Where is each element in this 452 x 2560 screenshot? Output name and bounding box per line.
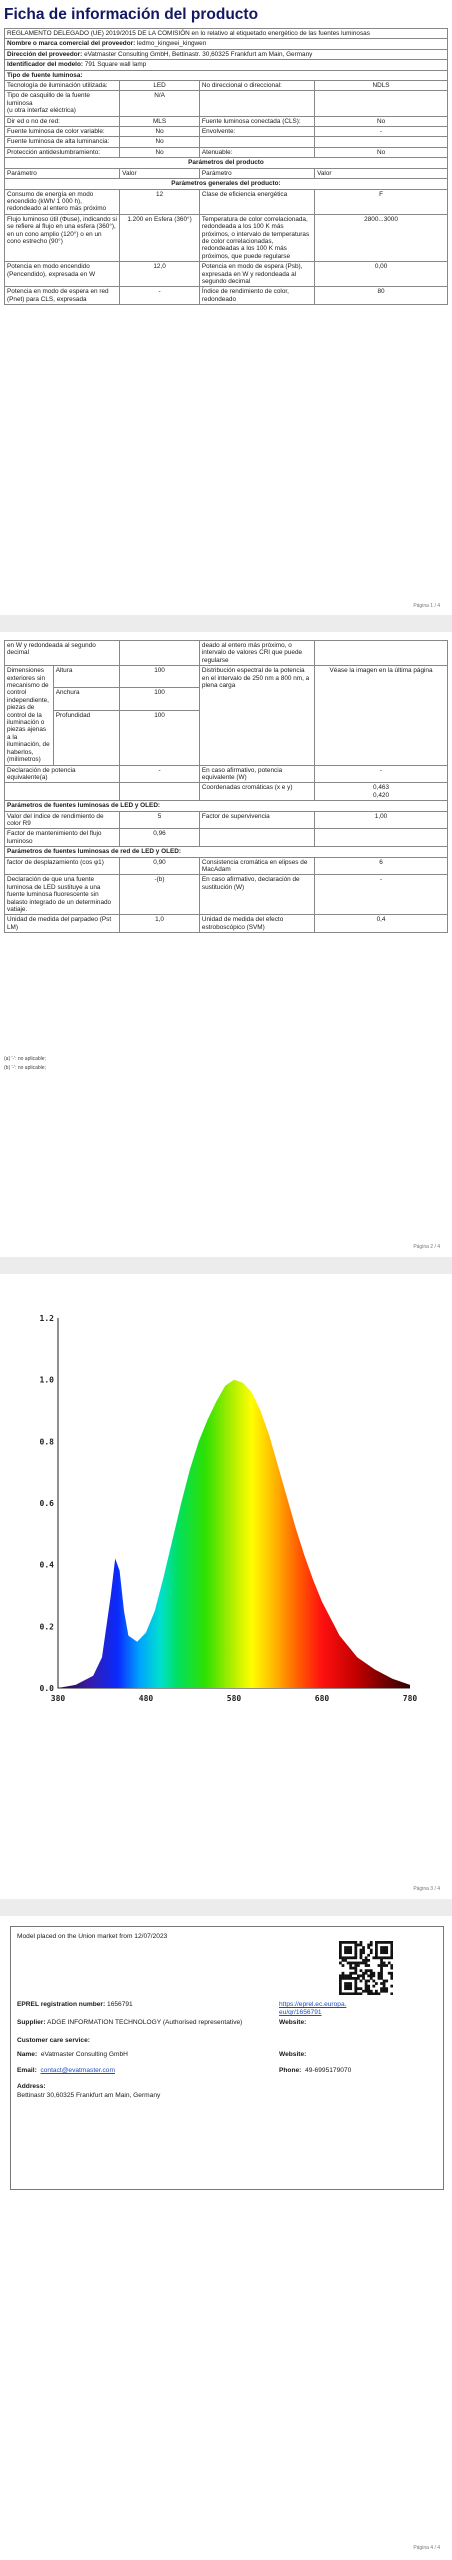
care-website-label: Website: [279,2051,307,2058]
customer-care-label: Customer care service: [17,2037,90,2044]
spectrum-area [58,1380,410,1688]
params-header-row: Parámetro Valor Parámetro Valor [5,168,448,178]
dims-row-1: Dimensiones exteriores sin mecanismo de control independiente, piezas de control de la iluminación o piezas ajenas a la iluminación, de haberlos, (milímetros) Altura 100 Distribución espectral de la potencia en el intervalo de 250 nm a 800 nm, a plena carga Véase la imagen en la última página [5,666,448,688]
y-tick-label: 1.2 [39,1314,54,1323]
eprel-link[interactable]: https://eprel.ec.europa.eu/qr/1656791 [279,2001,347,2016]
supplier-row: Supplier: ADGE INFORMATION TECHNOLOGY (Authorised representative) [17,2019,243,2026]
eprel-reg-row: EPREL registration number: 1656791 [17,2001,133,2008]
page-number: Página 4 / 4 [413,2545,440,2551]
y-tick-label: 0.0 [39,1684,54,1693]
care-email-row: Email: contact@evatmaster.com [17,2067,115,2074]
qr-code [339,1941,393,1998]
address-label: Address: [17,2083,46,2090]
page-1 [0,0,452,615]
type-row: Tecnología de iluminación utilizada: LED No direccional o direccional: NDLS [5,81,448,91]
address-value: Bettinastr 30,60325 Frankfurt am Main, Germany [17,2092,161,2099]
mains-title: Parámetros de fuentes luminosas de red de LED y OLED: [5,847,448,857]
x-tick-label: 380 [50,1694,66,1703]
page-title: Ficha de información del producto [4,6,259,23]
supplier-name-row: Nombre o marca comercial del proveedor: ledmo_kingwei_kingwen [5,39,448,49]
footnote-a: (a) '-': no aplicable; [4,1056,46,1062]
type-header: Tipo de fuente luminosa: [5,70,448,80]
spectral-chart [0,1304,452,1724]
y-tick-label: 0.8 [39,1437,54,1447]
x-tick-label: 680 [314,1694,330,1703]
dims-row-3: Profundidad 100 [5,710,448,765]
dims-row-2: Anchura 100 [5,688,448,710]
care-name-row: Name: eVatmaster Consulting GmbH [17,2051,128,2058]
footnote-b: (b) '-': no aplicable; [4,1065,46,1071]
regulation-text: REGLAMENTO DELEGADO (UE) 2019/2015 DE LA COMISIÓN en lo relativo al etiquetado energético de las fuentes luminosas [5,29,448,39]
dims-label: Dimensiones exteriores sin mecanismo de control independiente, piezas de control de la iluminación o piezas ajenas a la iluminación, de haberlos, (milímetros) [5,666,54,765]
page-2 [0,632,452,1257]
qr-code-icon [339,1941,393,1995]
led-row: Factor de mantenimiento del flujo luminoso 0,96 [5,829,448,847]
spectral-label: Distribución espectral de la potencia en el intervalo de 250 nm a 800 nm, a plena carga [199,666,314,765]
chroma-row: Coordenadas cromáticas (x e y) 0,463 0,420 [5,783,448,801]
type-row: Fuente luminosa de color variable: No Envolvente: - [5,127,448,137]
page-3 [0,1274,452,1899]
spectral-value: Véase la imagen en la última página [315,666,448,765]
y-tick-label: 0.4 [39,1560,54,1570]
page-4 [0,1916,452,2560]
email-link[interactable]: contact@evatmaster.com [40,2067,115,2074]
product-info-table-cont [4,640,448,933]
led-row: Valor del índice de rendimiento de color R9 5 Factor de supervivencia 1,00 [5,811,448,829]
eprel-info-box [10,1926,444,2190]
mains-row: factor de desplazamiento (cos φ1) 0,90 Consistencia cromática en elipses de MacAdam 6 [5,857,448,875]
page-number: Página 1 / 4 [413,603,440,609]
model-row: Identificador del modelo: 791 Square wall lamp [5,60,448,70]
x-tick-label: 780 [402,1694,418,1703]
cont-row: en W y redondeada al segundo decimal deado al entero más próximo, o intervalo de valores CRI que puede regularse [5,641,448,666]
led-title: Parámetros de fuentes luminosas de LED y OLED: [5,801,448,811]
general-row: Potencia en modo encendido (Pencendido), expresada en W 12,0 Potencia en modo de espera (Psb), expresada en W y redondeada al segundo decimal 0,00 [5,262,448,287]
x-tick-label: 580 [226,1694,242,1703]
y-tick-label: 1.0 [39,1375,54,1385]
mains-row: Unidad de medida del parpadeo (Pst LM) 1,0 Unidad de medida del efecto estroboscópico (SVM) 0,4 [5,915,448,933]
general-row: Consumo de energía en modo encendido (kWh/ 1 000 h), redondeado al entero más próximo 12 Clase de eficiencia energética F [5,189,448,214]
general-row: Potencia en modo de espera en red (Pnet) para CLS, expresada - Índice de rendimiento de color, redondeado 80 [5,287,448,305]
care-phone-row: Phone: 49-6995179070 [279,2067,352,2074]
supplier-address-row: Dirección del proveedor: eVatmaster Consulting GmbH, Bettinastr. 30,60325 Frankfurt am Main, Germany [5,49,448,59]
type-row: Tipo de casquillo de la fuente luminosa (u otra interfaz eléctrica) N/A [5,91,448,116]
type-row: Protección antideslumbramiento: No Atenuable: No [5,147,448,157]
y-tick-label: 0.6 [39,1499,54,1508]
mains-row: Declaración de que una fuente luminosa de LED sustituye a una fuente luminosa fluorescente sin balasto integrado de un determinado vatiaje. -(b) En caso afirmativo, declaración de sustitución (W) - [5,875,448,915]
params-title: Parámetros del producto [5,158,448,168]
type-row: Fuente luminosa de alta luminancia: No [5,137,448,147]
website-label: Website: [279,2019,307,2026]
general-row: Flujo luminoso útil (Φuse), indicando si se refiere al flujo en una esfera (360°), en un cono amplio (120°) o en un cono estrecho (90°) 1.200 en Esfera (360°) Temperatura de color correlacionada, redondeada a los 100 K más próximos, o intervalo de temperaturas de color correlacionadas, redondeadas a los 100 K más próximos, que puede regularse 2800...3000 [5,214,448,261]
product-info-table [4,28,448,305]
placed-on-market: Model placed on the Union market from 12/07/2023 [17,1933,168,1940]
type-row: Dir ed o no de red: MLS Fuente luminosa conectada (CLS): No [5,116,448,126]
page-number: Página 2 / 4 [413,1244,440,1250]
equiv-row: Declaración de potencia equivalente(a) - En caso afirmativo, potencia equivalente (W) - [5,765,448,783]
general-params-title: Parámetros generales del producto: [5,179,448,189]
x-tick-label: 480 [138,1694,154,1703]
page-number: Página 3 / 4 [413,1886,440,1892]
y-tick-label: 0.2 [39,1622,54,1632]
